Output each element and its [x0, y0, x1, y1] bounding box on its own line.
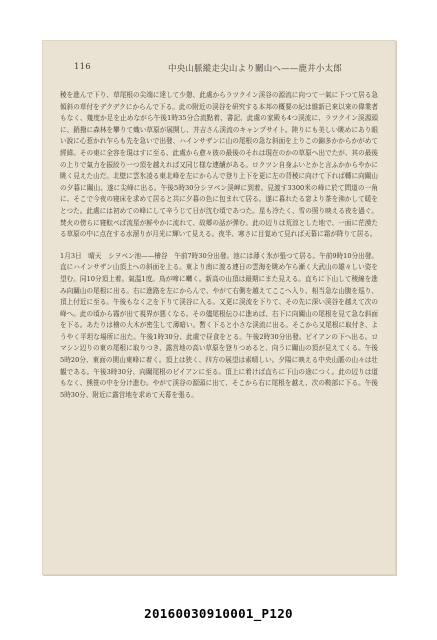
document-page [42, 40, 396, 575]
page-header [60, 62, 378, 76]
page-number: 116 [74, 62, 91, 72]
image-caption: 20160030910001_P120 [144, 606, 293, 621]
paragraph: 稜を進んで下り、草尾根の尖端に達して少憩、此處からラツクイン渓谷の源流に向つて一氣に下つて居る急傾斜の草付をデクデクにからんで下る。此の附近の渓谷を研究する本邦の概要の紀は維新已來以來の偉業者もなく、幾度か足を止めながら午後1時35分合流點着、書記、此處の家殿も4つ渓流に、ラツクイン渓源頭に、銷撥に森林を攀りて熾い草原が展開し、并吉さん渓流のキャンプサイト。陸りにも美しい眺めにあり眼い說に心惹かれ乍らも先を急いで出發、ハインサザンに山の尾根の急な斜面を上りこの錦多かからかがめて經緯。その東に全容を現はすに至る、此處から愈々彼の最後のそれは現在のかの草原へ出でたが、其の最後の上りで氣力を振絞り一つ頂を越えれば又同じ様な連續がある。ロクツン自身ふいとかと言ふかからやかに眺く見えた山だ。北壁に雲氷凌る東北峰を左にからんで登り上下を更に左の背稜に向けて下れば轉に向關山の夕暮に關山、遂に尖峰に出る。午後5時30分シヲベン渓岬に到着。見渡す3300米の峰に於て問道の一角に、そこで今夜の寝床を求めて居ると共に夕暮の色に包まれて居る。遂に暮れたる窓より茶を沸かして暖をとつた。此處には初めての峰にして辛うじて日が沈む頃であつた。星も冷たく、雪の照り映える夜を過ぐ。焚火の傍らに寝転べば流星が鮮やかに流れて、故郷の話が弾む。此の辺りは荒涼とした地で、一面に茫漠たる草原の中に点在する水溜りが月光に輝いて見える。夜半、寒さに目覚めて見れば天幕に霜が降りて居る。 [60, 91, 378, 239]
body-text [60, 90, 378, 401]
running-title: 中央山脈縱走尖山より關山へ——鹿井小太郎 [168, 64, 343, 74]
paragraph: 1月3日 晴天 シヲベン池——檜谷 午前7時30分出發。池には薄く氷が張つて居る。午前9時10分出發。直にハインサザン山頂上への斜面を上る。東より南に渡る連日の雲海を眺め乍ら漸く大武山の雄々しい姿を望む。同10分頂上着。氣温1度。鳥が啼に囀く。新高の山頂は最期にまた見える。直ちに下山して稜線を進み向關山の尾根に出る。右に進路を左にからんで、やがて右側を越えてここへ入り、相当急な山腹を巡り、頂上付近に至る。午後もなく之を下りて渓谷に入る。又更に渓流を下りて、その先に深い渓谷を越えて次の峰へ。此の頃から霧が出て視界が悪くなる。その儘尾根伝ひに進めば、右下に向關山の尾根を見て急な斜面を下る。あたりは檜の大木が密生して薄暗い。暫く下ると小さな渓流に出る。そこから又尾根に取付き、ようやく平坦な場所に出た。午後1時30分、此處で昼食をとる。午後2時30分出發。ピイアンの下へ出る。ロマシン辺りの東の尾根に取りつき、露営地の高い草原を登りつめると、向うに關山の頂が見えてくる。午後5時20分、東面の関山東峰に着く。頂上は狭く、四方の展望は素晴しい。夕陽に映える中央山脈の山々は壮観である。午後3時30分、向關尾根のピイアンに至る。頂上に着けば直ちに下山の途につく。此の辺りは道もなく、熊笹の中を分け進む。やがて渓谷の源頭に出て、そこから右に尾根を越え、次の鞍部に下る。午後5時30分、附近に露営地を求めて天幕を張る。 [60, 251, 378, 399]
